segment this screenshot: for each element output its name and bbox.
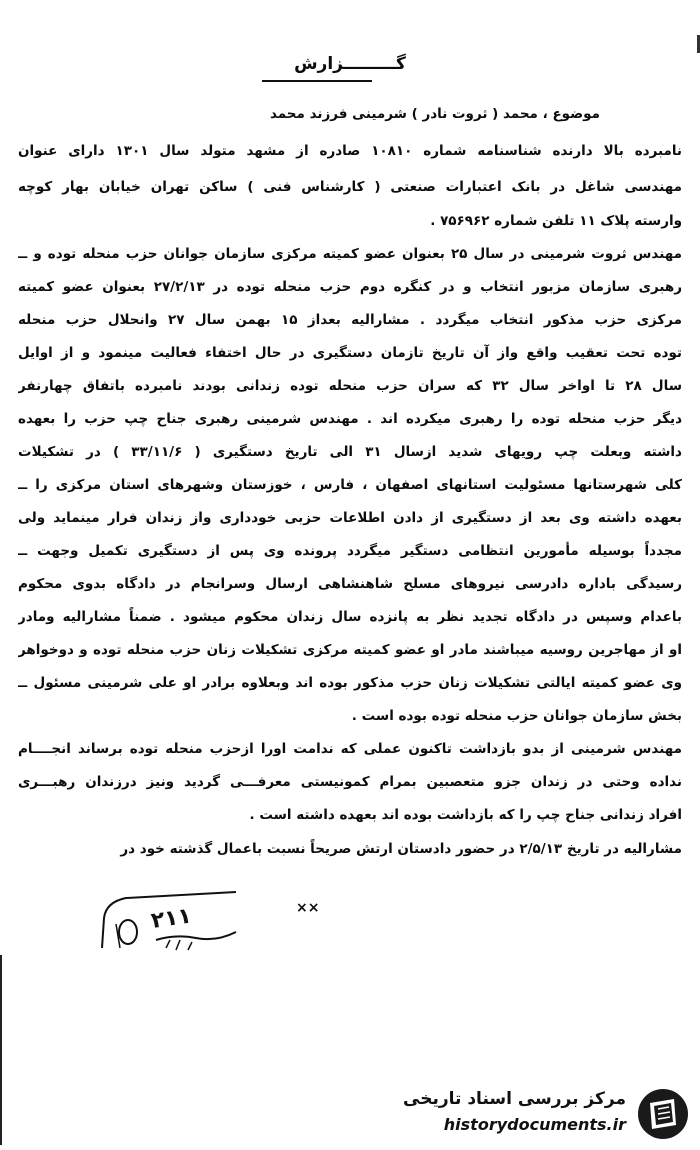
- scan-edge-line: [0, 955, 2, 1145]
- archive-stamp: [96, 888, 246, 954]
- report-line: توده تحت تعقیب واقع واز آن تاریخ تازمان دستگیری در حال اختفاء فعالیت مینمود و از اوایل: [18, 345, 682, 361]
- report-subject: موضوع ، محمد ( ثروت نادر ) شرمینی فرزند محمد: [269, 106, 600, 122]
- report-line: نامبرده بالا دارنده شناسنامه شماره ۱۰۸۱۰ صادره از مشهد متولد سال ۱۳۰۱ دارای عنوان: [18, 143, 682, 159]
- watermark-url: historydocuments.ir: [443, 1115, 626, 1134]
- report-line: کلی شهرستانها مسئولیت استانهای اصفهان ، فارس ، خوزستان وشهرهای استان مرکزی را ــ: [18, 477, 682, 493]
- report-line: مهندس ثروت شرمینی در سال ۲۵ بعنوان عضو کمیته مرکزی سازمان جوانان حزب منحله توده و ــ: [18, 246, 682, 262]
- report-line: مرکزی حزب مذکور انتخاب میگردد . مشارالیه بعداز ۱۵ بهمن سال ۲۷ وانحلال حزب منحله: [18, 312, 682, 328]
- report-line: نداده وحتی در زندان جزو متعصبین بمرام کمونیستی معرفـــی گردید ونیز درزندان رهبـــری: [18, 774, 682, 790]
- report-line: دیگر حزب منحله توده را رهبری میکرده اند . مهندس شرمینی رهبری جناح چپ حزب را بعهده: [18, 411, 682, 427]
- stamp-number: ۲۱۱: [149, 903, 193, 934]
- report-line: وی عضو کمیته ایالتی تشکیلات زنان حزب مذکور بوده اند وبعلاوه برادر او علی شرمینی مسئول ــ: [18, 675, 682, 691]
- watermark-name: مرکز بررسی اسناد تاریخی: [403, 1089, 626, 1109]
- report-line: مهندس شرمینی از بدو بازداشت تاکنون عملی که ندامت اورا ازحزب منحله توده برساند انجــــام: [18, 741, 682, 757]
- report-title: گـــــــــزارش: [294, 54, 406, 74]
- report-line: او از مهاجرین روسیه میباشند مادر او عضو کمیته مرکزی تشکیلات زنان حزب منحله توده و دوخواهر: [18, 642, 682, 658]
- closing-marks: ××: [296, 900, 320, 916]
- report-line: رهبری سازمان مزبور انتخاب و در کنگره دوم حزب منحله توده در ۲۷/۲/۱۳ بعنوان عضو کمیته: [18, 279, 682, 295]
- report-line: داشته وبعلت چپ رویهای شدید ازسال ۳۱ الی تاریخ دستگیری ( ۳۳/۱۱/۶ ) در تشکیلات: [18, 444, 682, 460]
- report-line: بخش سازمان جوانان حزب منحله توده بوده است .: [351, 708, 682, 724]
- report-line: بعهده داشته وی بعد از دستگیری از دادن اطلاعات حزبی خودداری واز زندان فرار مینماید ولی: [18, 510, 682, 526]
- report-line: رسیدگی باداره دادرسی نیروهای مسلح شاهنشاهی ارسال وسرانجام در دادگاه بدوی محکوم: [18, 576, 682, 592]
- report-line: مجدداً بوسیله مأمورین انتظامی دستگیر میگردد پرونده وی پس از دستگیری تکمیل وجهت ــ: [18, 543, 682, 559]
- title-underline: [262, 80, 372, 82]
- report-line: باعدام وسپس در دادگاه تجدید نظر به پانزده سال زندان محکوم میشود . ضمناً مشارالیه ومادر: [18, 609, 682, 625]
- watermark: [403, 1085, 696, 1145]
- report-line: افراد زندانی جناح چپ را که بازداشت بوده اند بعهده داشته است .: [249, 807, 682, 823]
- archive-logo-icon: [636, 1087, 690, 1141]
- report-line: سال ۲۸ تا اواخر سال ۳۲ که سران حزب منحله توده زندانی بودند نامبرده باتفاق چهارنفر: [18, 378, 682, 394]
- report-line: مشارالیه در تاریخ ۲/۵/۱۳ در حضور دادستان ارتش صریحاً نسبت باعمال گذشته خود در: [120, 841, 682, 857]
- report-line: مهندسی شاغل در بانک اعتبارات صنعتی ( کارشناس فنی ) ساکن تهران خیابان بهار کوچه: [18, 179, 682, 195]
- report-line: وارسته پلاک ۱۱ تلفن شماره ۷۵۶۹۶۲ .: [430, 213, 682, 229]
